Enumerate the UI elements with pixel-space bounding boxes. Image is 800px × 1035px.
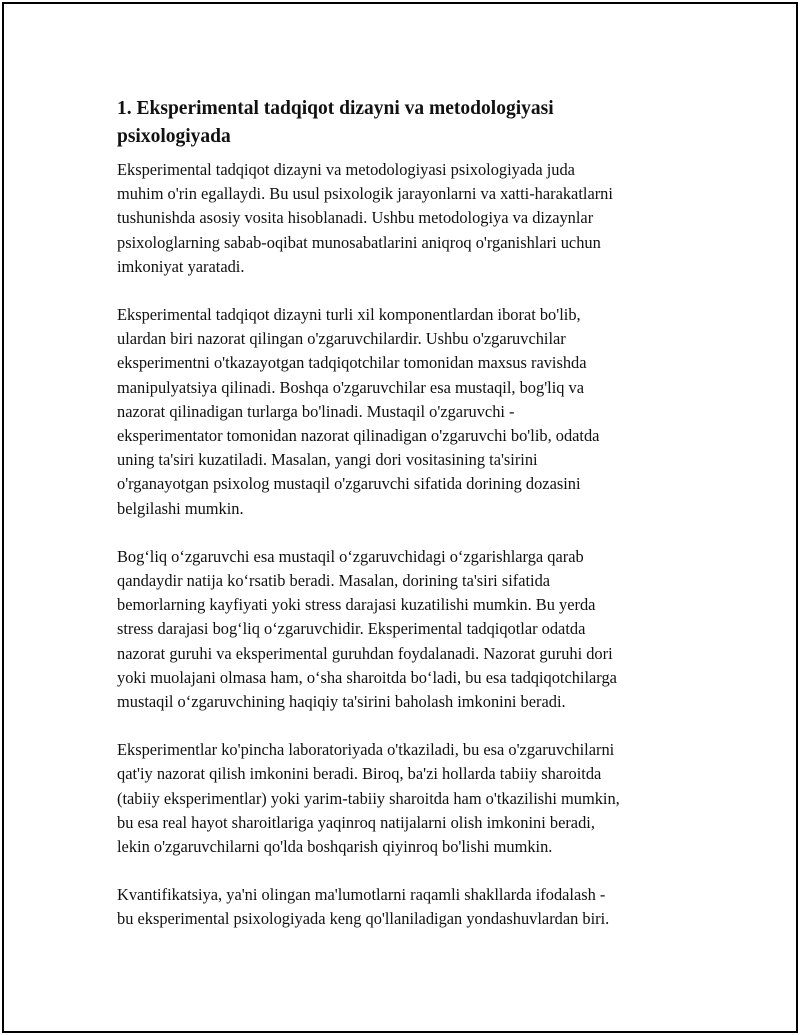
text-line: o'rganayotgan psixolog mustaqil o'zgaruvchi sifatida dorining dozasini <box>117 474 581 494</box>
section-heading <box>117 95 697 151</box>
text-line: ulardan biri nazorat qilingan o'zgaruvchilardir. Ushbu o'zgaruvchilar <box>117 329 566 349</box>
text-line: manipulyatsiya qilinadi. Boshqa o'zgaruvchilar esa mustaqil, bog'liq va <box>117 377 585 397</box>
text-line: bu eksperimental psixologiyada keng qo'llaniladigan yondashuvlardan biri. <box>117 909 610 929</box>
text-line: (tabiiy eksperimentlar) yoki yarim-tabiiy sharoitda ham o'tkazilishi mumkin, <box>117 788 620 808</box>
text-line: mustaqil o‘zgaruvchining haqiqiy ta'sirini baholash imkonini beradi. <box>117 692 566 712</box>
text-line: eksperimentator tomonidan nazorat qilinadigan o'zgaruvchi bo'lib, odatda <box>117 426 600 446</box>
paragraph-laboratory <box>117 738 697 859</box>
text-line: nazorat qilinadigan turlarga bo'linadi. Mustaqil o'zgaruvchi - <box>117 401 515 421</box>
text-line: Eksperimental tadqiqot dizayni va metodologiyasi psixologiyada juda <box>117 160 575 179</box>
text-line: belgilashi mumkin. <box>117 498 244 518</box>
text-line: Eksperimental tadqiqot dizayni turli xil komponentlardan iborat bo'lib, <box>117 305 581 325</box>
text-line: uning ta'siri kuzatiladi. Masalan, yangi dori vositasining ta'sirini <box>117 450 538 470</box>
text-line: bu esa real hayot sharoitlariga yaqinroq natijalarni olish imkonini beradi, <box>117 812 595 832</box>
text-line: tushunishda asosiy vosita hisoblanadi. Ushbu metodologiya va dizaynlar <box>117 208 594 228</box>
text-line: lekin o'zgaruvchilarni qo'lda boshqarish qiyinroq bo'lishi mumkin. <box>117 837 553 857</box>
paragraph-quantification <box>117 883 697 931</box>
paragraph-design-components <box>117 303 697 521</box>
text-line: stress darajasi bog‘liq o‘zgaruvchidir. Eksperimental tadqiqotlar odatda <box>117 619 586 639</box>
paragraph-intro <box>117 158 697 279</box>
text-line: yoki muolajani olmasa ham, o‘sha sharoitda bo‘ladi, bu esa tadqiqotchilarga <box>117 667 617 687</box>
text-line: Kvantifikatsiya, ya'ni olingan ma'lumotlarni raqamli shakllarda ifodalash - <box>117 885 606 905</box>
text-line: nazorat guruhi va eksperimental guruhdan foydalanadi. Nazorat guruhi dori <box>117 643 613 663</box>
text-line: muhim o'rin egallaydi. Bu usul psixologik jarayonlarni va xatti-harakatlarni <box>117 184 613 204</box>
text-line: Bog‘liq o‘zgaruvchi esa mustaqil o‘zgaruvchidagi o‘zgarishlarga qarab <box>117 546 584 566</box>
text-line: psixologlarning sabab-oqibat munosabatlarini aniqroq o'rganishlari uchun <box>117 232 601 252</box>
text-line: Eksperimentlar ko'pincha laboratoriyada o'tkaziladi, bu esa o'zgaruvchilarni <box>117 740 615 760</box>
text-line: bemorlarning kayfiyati yoki stress darajasi kuzatilishi mumkin. Bu yerda <box>117 595 596 615</box>
text-line: eksperimentni o'tkazayotgan tadqiqotchilar tomonidan maxsus ravishda <box>117 353 587 373</box>
text-line: qandaydir natija ko‘rsatib beradi. Masalan, dorining ta'siri sifatida <box>117 571 551 591</box>
text-line: imkoniyat yaratadi. <box>117 256 245 276</box>
text-line: qat'iy nazorat qilish imkonini beradi. Biroq, ba'zi hollarda tabiiy sharoitda <box>117 764 602 784</box>
document-body <box>117 95 697 956</box>
heading-line: psixologiyada <box>117 126 231 147</box>
paragraph-dependent-variable <box>117 545 697 714</box>
heading-line: 1. Eksperimental tadqiqot dizayni va metodologiyasi <box>117 98 554 119</box>
